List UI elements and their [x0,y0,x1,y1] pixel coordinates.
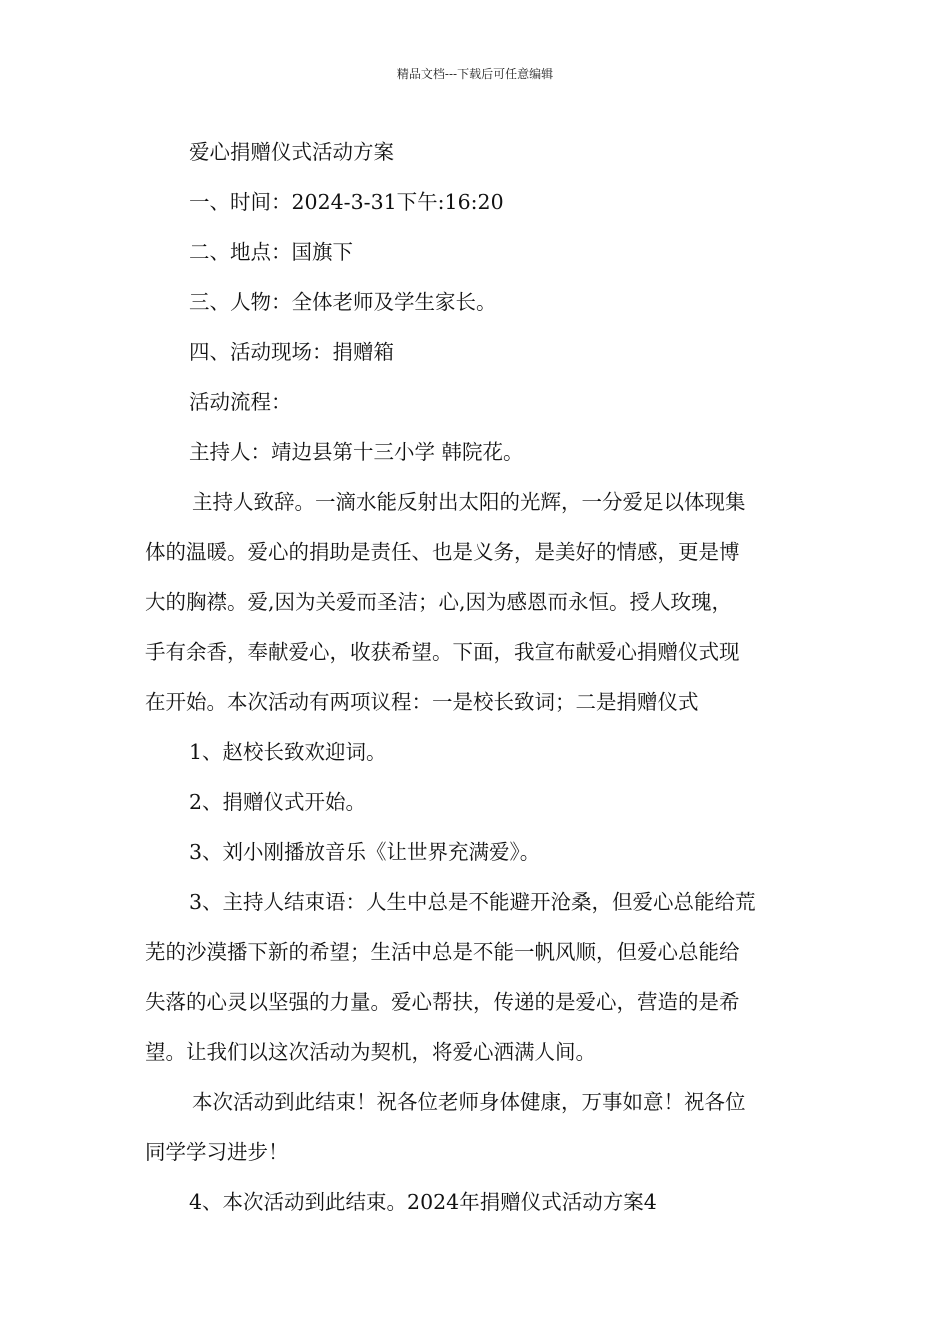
paragraph-line: 失落的心灵以坚强的力量。爱心帮扶，传递的是爱心，营造的是希 [145,990,740,1014]
step-2: 2、捐赠仪式开始。 [189,790,367,814]
paragraph-line: 大的胸襟。爱,因为关爱而圣洁；心,因为感恩而永恒。授人玫瑰， [145,590,733,614]
paragraph-line: 手有余香，奉献爱心，收获希望。下面，我宣布献爱心捐赠仪式现 [145,640,740,664]
people-line: 三、人物：全体老师及学生家长。 [189,290,497,314]
paragraph-line: 体的温暖。爱心的捐助是责任、也是义务，是美好的情感，更是博 [145,540,740,564]
venue-line: 四、活动现场：捐赠箱 [189,340,394,364]
place-line: 二、地点：国旗下 [189,240,353,264]
time-line: 一、时间：2024-3-31下午:16:20 [189,190,504,214]
intro-paragraph [145,477,811,727]
paragraph-line: 望。让我们以这次活动为契机，将爱心洒满人间。 [145,1040,596,1064]
paragraph-line: 3、主持人结束语：人生中总是不能避开沧桑，但爱心总能给荒 [189,890,756,914]
document-title: 爱心捐赠仪式活动方案 [189,140,394,164]
paragraph-line: 同学学习进步！ [145,1140,289,1164]
paragraph-line: 本次活动到此结束！祝各位老师身体健康，万事如意！祝各位 [192,1090,746,1114]
final-line: 4、本次活动到此结束。2024年捐赠仪式活动方案4 [189,1190,657,1214]
closing-paragraph [145,877,811,1077]
process-heading: 活动流程： [189,390,292,414]
paragraph-line: 在开始。本次活动有两项议程：一是校长致词；二是捐赠仪式 [145,690,699,714]
end-paragraph [145,1077,811,1177]
step-3: 3、刘小刚播放音乐《让世界充满爱》。 [189,840,541,864]
step-1: 1、赵校长致欢迎词。 [189,740,387,764]
paragraph-line: 芜的沙漠播下新的希望；生活中总是不能一帆风顺，但爱心总能给 [145,940,740,964]
paragraph-line: 主持人致辞。一滴水能反射出太阳的光辉，一分爱足以体现集 [192,490,746,514]
page-header: 精品文档---下载后可任意编辑 [396,67,554,81]
document-body [145,127,811,1227]
host-line: 主持人：靖边县第十三小学 韩院花。 [189,440,524,464]
